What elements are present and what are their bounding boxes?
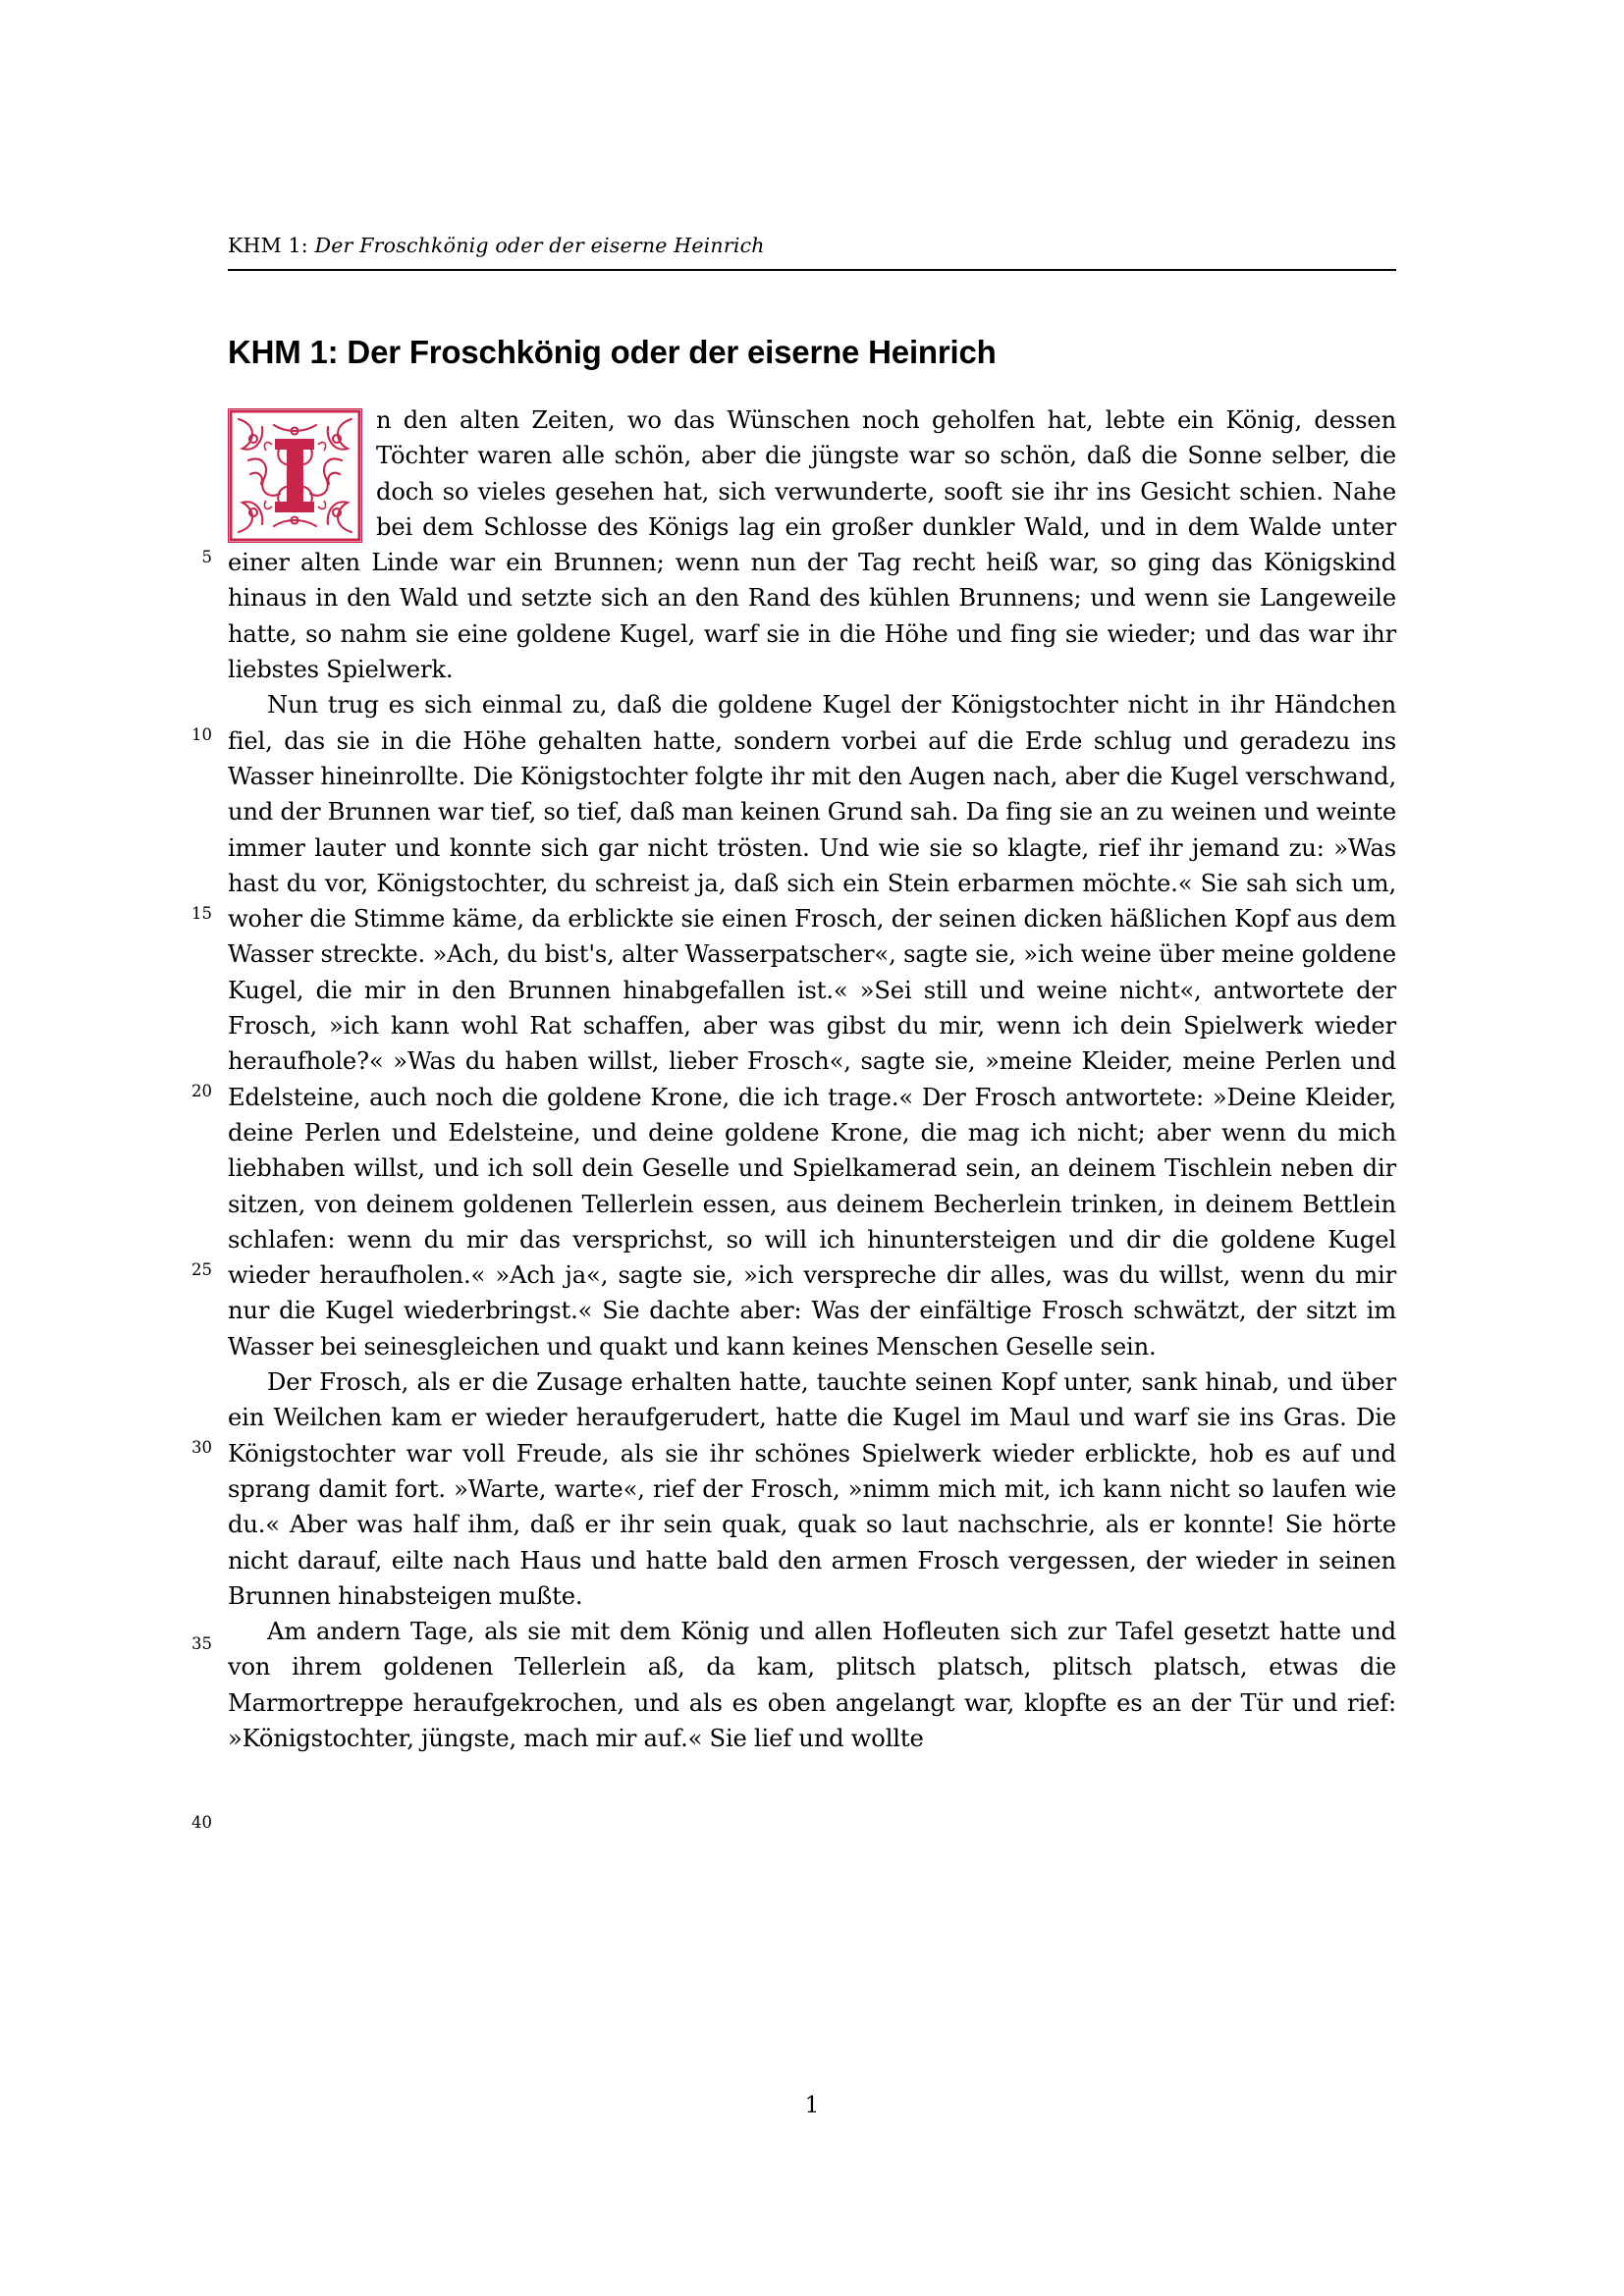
line-number: 15 (191, 904, 212, 923)
running-head (228, 234, 1396, 257)
running-head-title: Der Froschkönig oder der eiserne Heinrich (314, 234, 765, 257)
line-number: 5 (201, 548, 212, 566)
line-number: 25 (191, 1260, 212, 1279)
paragraph-2: Nun trug es sich einmal zu, daß die goldene Kugel der Königstochter nicht in ihr Händchen fiel, das sie in die Höhe gehalten hatte, sondern vorbei auf die Erde schlug und geradezu ins Wasser hineinrollte. Die Königstochter folgte ihr mit den Augen nach, aber die Kugel verschwand, und der Brunnen war tief, so tief, daß man keinen Grund sah. Da fing sie an zu weinen und weinte immer lauter und konnte sich gar nicht trösten. Und wie sie so klagte, rief ihr jemand zu: »Was hast du vor, Königstochter, du schreist ja, daß sich ein Stein erbarmen möchte.« Sie sah sich um, woher die Stimme käme, da erblickte sie einen Frosch, der seinen dicken häßlichen Kopf aus dem Wasser streckte. »Ach, du bist's, alter Wasserpatscher«, sagte sie, »ich weine über meine goldene Kugel, die mir in den Brunnen hinabgefallen ist.« »Sei still und weine nicht«, antwortete der Frosch, »ich kann wohl Rat schaffen, aber was gibst du mir, wenn ich dein Spielwerk wieder heraufhole?« »Was du haben willst, lieber Frosch«, sagte sie, »meine Kleider, meine Perlen und Edelsteine, auch noch die goldene Krone, die ich trage.« Der Frosch antwortete: »Deine Kleider, deine Perlen und Edelsteine, und deine goldene Krone, die mag ich nicht; aber wenn du mich liebhaben willst, und ich soll dein Geselle und Spielkamerad sein, an deinem Tischlein neben dir sitzen, von deinem goldenen Tellerlein essen, aus deinem Becherlein trinken, in deinem Bettlein schlafen: wenn du mir das versprichst, so will ich hinuntersteigen und dir die goldene Kugel wieder heraufholen.« »Ach ja«, sagte sie, »ich verspreche dir alles, was du willst, wenn du mir nur die Kugel wiederbringst.« Sie dachte aber: Was der einfältige Frosch schwätzt, der sitzt im Wasser bei seinesgleichen und quakt und kann keines Menschen Geselle sein. (228, 691, 1396, 1361)
paragraph-1: n den alten Zeiten, wo das Wünschen noch geholfen hat, lebte ein König, dessen Töchter waren alle schön, aber die jüngste war so schön, daß die Sonne selber, die doch so vieles gesehen hat, sich verwunderte, sooft sie ihr ins Gesicht schien. Nahe bei dem Schlosse des Königs lag ein großer dunkler Wald, und in dem Walde unter einer alten Linde war ein Brunnen; wenn nun der Tag recht heiß war, so ging das Königskind hinaus in den Wald und setzte sich an den Rand des kühlen Brunnens; und wenn sie Langeweile hatte, so nahm sie eine goldene Kugel, warf sie in die Höhe und fing sie wieder; und das war ihr liebstes Spielwerk. (228, 406, 1396, 684)
paragraph-4: Am andern Tage, als sie mit dem König und allen Hofleuten sich zur Tafel gesetzt hatte und von ihrem goldenen Tellerlein aß, da kam, plitsch platsch, plitsch platsch, etwas die Marmortreppe heraufgekrochen, und als es oben angelangt war, klopfte es an der Tür und rief: »Königstochter, jüngste, mach mir auf.« Sie lief und wollte (228, 1618, 1396, 1752)
line-number: 10 (191, 725, 212, 744)
page-number: 1 (804, 2093, 820, 2118)
paragraph-3: Der Frosch, als er die Zusage erhalten hatte, tauchte seinen Kopf unter, sank hinab, und über ein Weilchen kam er wieder heraufgerudert, hatte die Kugel im Maul und warf sie ins Gras. Die Königstochter war voll Freude, als sie ihr schönes Spielwerk wieder erblickte, hob es auf und sprang damit fort. »Warte, warte«, rief der Frosch, »nimm mich mit, ich kann nicht so laufen wie du.« Aber was half ihm, daß er ihr sein quak, quak so laut nachschrie, als er konnte! Sie hörte nicht darauf, eilte nach Haus und hatte bald den armen Frosch vergessen, der wieder in seinen Brunnen hinabsteigen mußte. (228, 1368, 1396, 1610)
header-rule (228, 269, 1396, 271)
body-text (228, 402, 1396, 1756)
line-number: 20 (191, 1082, 212, 1100)
running-head-prefix: KHM 1: (228, 234, 315, 257)
line-number: 40 (191, 1813, 212, 1832)
line-number: 35 (191, 1634, 212, 1653)
line-number: 30 (191, 1438, 212, 1457)
page-title: KHM 1: Der Froschkönig oder der eiserne Heinrich (228, 334, 997, 371)
decorated-initial-i (228, 408, 362, 543)
